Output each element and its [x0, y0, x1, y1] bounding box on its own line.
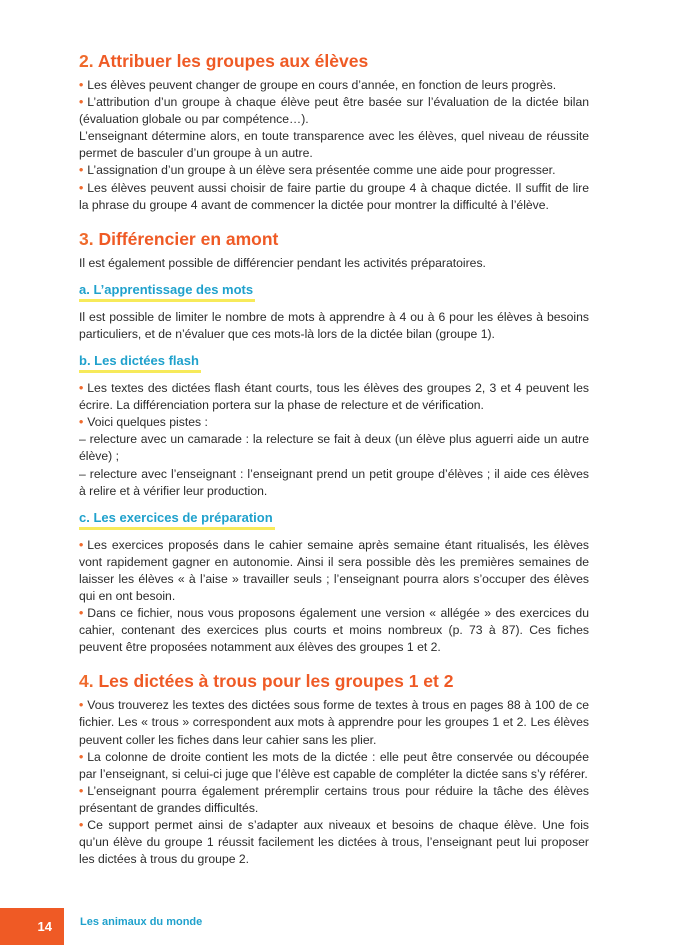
section-3-number: 3.: [79, 228, 94, 249]
bullet-icon: •: [79, 698, 84, 713]
subheading-c: c. Les exercices de préparation: [79, 509, 275, 530]
bullet-icon: •: [79, 818, 84, 832]
page-number: 14: [0, 908, 64, 945]
paragraph: • La colonne de droite contient les mots de la dictée : elle peut être conservée ou découpée par l’enseignant, si celui-ci juge que l’élève est capable de compléter la dictée sans s’y référer.: [79, 749, 589, 781]
footer-title: Les animaux du monde: [80, 916, 203, 928]
paragraph: Il est possible de limiter le nombre de mots à apprendre à 4 ou à 6 pour les élèves à besoins particuliers, et de n’évaluer que ces mots-là lors de la dictée bilan (groupe 1).: [79, 309, 589, 341]
paragraph: • L’assignation d’un groupe à un élève sera présentée comme une aide pour progresser.: [79, 163, 556, 178]
bullet-icon: •: [79, 537, 84, 552]
paragraph: • Dans ce fichier, nous vous proposons également une version « allégée » des exercices du cahier, contenant des exercices plus courts et moins nombreux (p. 73 à 87). Ces fiches peuvent être proposées notamment aux élèves des groupes 1 et 2.: [79, 606, 589, 655]
section-2-title: Attribuer les groupes aux élèves: [97, 51, 369, 71]
bullet-icon: •: [79, 163, 84, 178]
paragraph: • Vous trouverez les textes des dictées sous forme de textes à trous en pages 88 à 100 de ce fichier. Les « trous » correspondent aux mots à apprendre pour les groupes 1 et 2. Les élèves peuvent coller les fiches dans leur cahier sans les plier.: [79, 698, 589, 747]
bullet-icon: •: [79, 749, 84, 764]
section-3-intro: Il est également possible de différencier pendant les activités préparatoires.: [79, 255, 486, 270]
section-3-title: Différencier en amont: [98, 228, 279, 249]
bullet-icon: •: [79, 415, 84, 430]
bullet-icon: •: [79, 381, 84, 396]
section-4-title: Les dictées à trous pour les groupes 1 et 2: [98, 671, 454, 692]
subheading-b: b. Les dictées flash: [79, 352, 201, 373]
page-content: [79, 50, 589, 868]
paragraph: • Ce support permet ainsi de s’adapter aux niveaux et besoins de chaque élève. Une fois qu’un élève du groupe 1 réussit facilement les dictées à trous, l’enseignant peut lui proposer les dictées à trous du groupe 2.: [79, 818, 589, 867]
subheading-a: a. L’apprentissage des mots: [79, 281, 255, 302]
paragraph: • Les élèves peuvent aussi choisir de faire partie du groupe 4 à chaque dictée. Il suffit de lire la phrase du groupe 4 avant de commencer la dictée pour montrer la difficulté à l’élève.: [79, 180, 589, 212]
section-2-heading: [79, 50, 589, 72]
paragraph: • L’attribution d’un groupe à chaque élève peut être basée sur l’évaluation de la dictée bilan (évaluation globale ou par compétence…).: [79, 95, 589, 127]
section-3-heading: [79, 228, 589, 250]
bullet-icon: •: [79, 783, 84, 798]
paragraph: • L’enseignant pourra également préremplir certains trous pour réduire la tâche des élèves présentant de grandes difficultés.: [79, 783, 589, 815]
bullet-icon: •: [79, 606, 84, 621]
paragraph: L’enseignant détermine alors, en toute transparence avec les élèves, quel niveau de réussite permet de basculer d’un groupe à un autre.: [79, 129, 589, 161]
section-2-number: 2.: [79, 51, 94, 71]
bullet-icon: •: [79, 180, 84, 195]
section-4-heading: [79, 670, 589, 692]
bullet-icon: •: [79, 95, 84, 110]
paragraph: – relecture avec l’enseignant : l’enseignant prend un petit groupe d’élèves ; il aide ces élèves à relire et à vérifier leur production.: [79, 466, 589, 498]
section-4-number: 4.: [79, 671, 94, 692]
paragraph: • Les textes des dictées flash étant courts, tous les élèves des groupes 2, 3 et 4 peuvent les écrire. La différenciation portera sur la phase de relecture et de vérification.: [79, 381, 589, 413]
paragraph: • Voici quelques pistes :: [79, 415, 208, 430]
bullet-icon: •: [79, 78, 84, 92]
paragraph: – relecture avec un camarade : la relecture se fait à deux (un élève plus aguerri aide un autre élève) ;: [79, 432, 589, 464]
paragraph: • Les élèves peuvent changer de groupe en cours d’année, en fonction de leurs progrès.: [79, 78, 557, 92]
paragraph: • Les exercices proposés dans le cahier semaine après semaine étant ritualisés, les élèves vont rapidement gagner en autonomie. Ainsi il sera possible dès les premières semaines de laisser les élèves « à l’aise » travailler seuls ; l’enseignant pourra alors s’occuper des élèves qui en ont besoin.: [79, 537, 589, 603]
